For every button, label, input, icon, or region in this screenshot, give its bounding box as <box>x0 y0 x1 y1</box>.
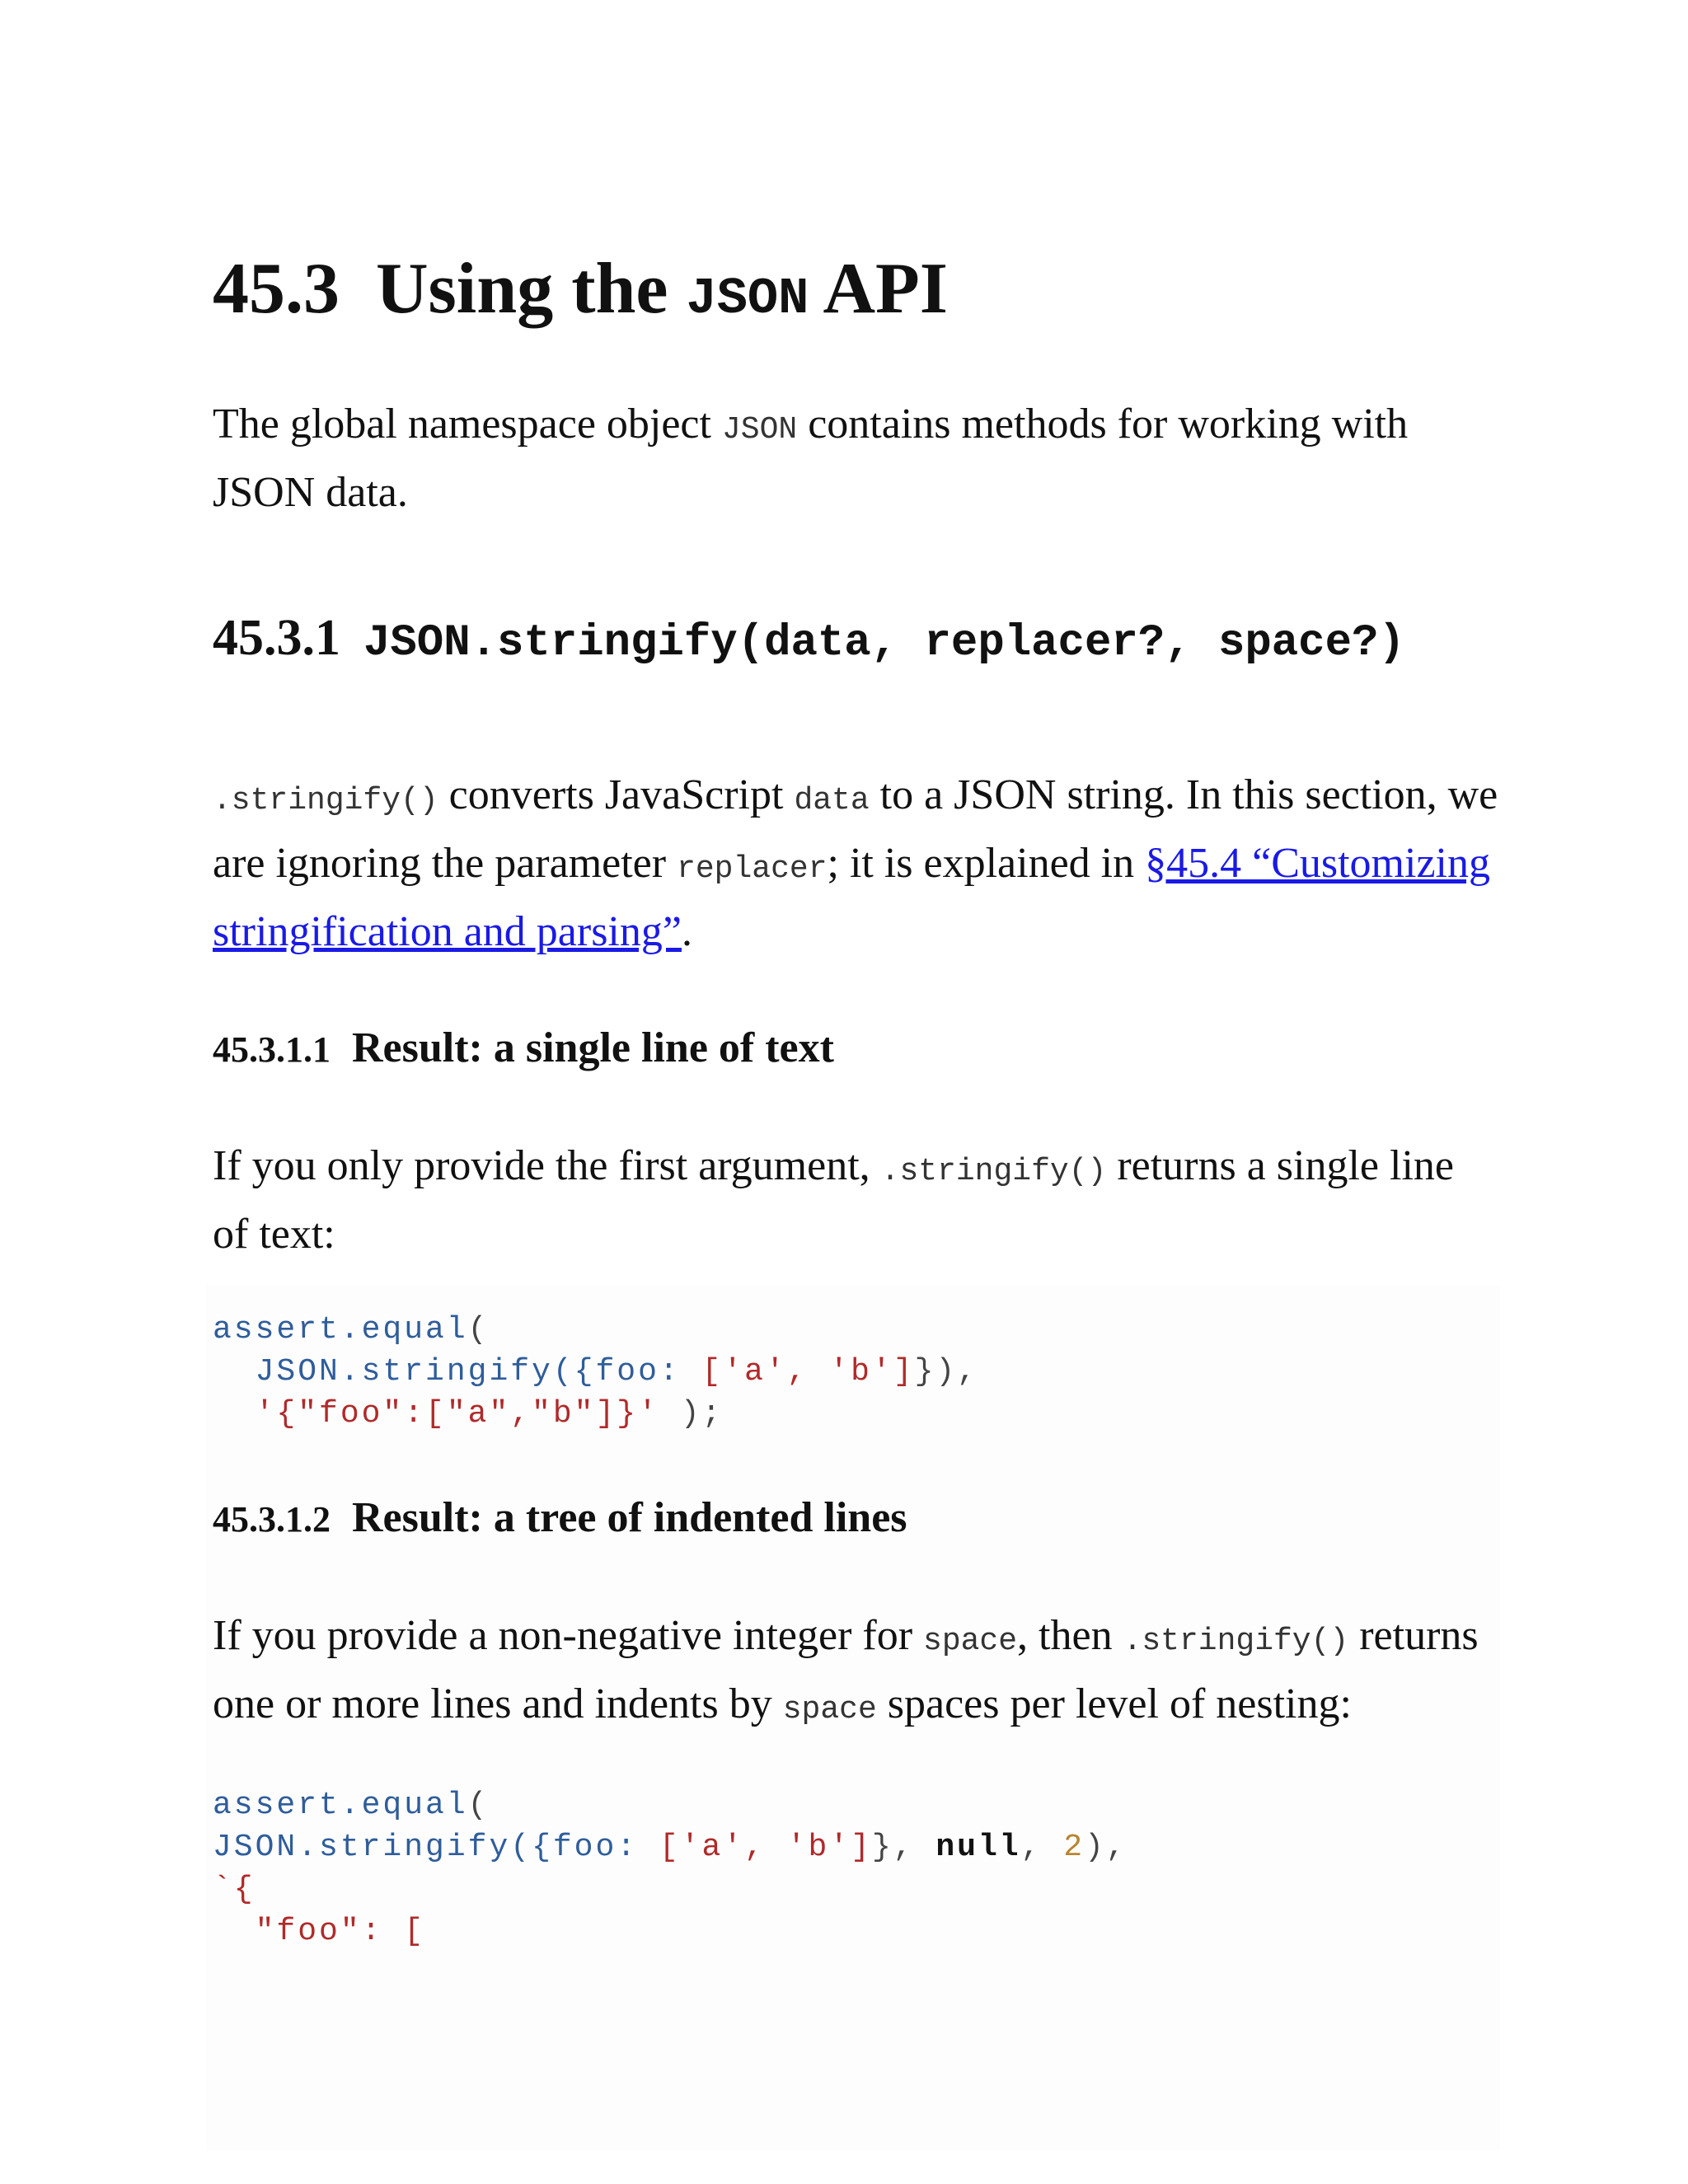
code-token: ( <box>467 1312 490 1348</box>
code-token: JSON.stringify <box>255 1354 553 1390</box>
subsubsection-heading-tree <box>213 1489 1498 1549</box>
code-token: }), <box>914 1354 978 1390</box>
code-token: ); <box>659 1396 724 1432</box>
inline-code: space <box>782 1692 877 1728</box>
single-line-paragraph <box>213 1135 1498 1266</box>
subsection-title-code: JSON.stringify(data, replacer?, space?) <box>363 618 1405 669</box>
subsection-heading <box>213 610 1498 678</box>
stringify-paragraph <box>213 764 1498 963</box>
inline-code: .stringify() <box>1123 1624 1349 1660</box>
code-token: ['a', 'b'] <box>701 1354 915 1390</box>
subsubsection-title: Result: a tree of indented lines <box>352 1494 907 1542</box>
paragraph-text: returns a single line of text: <box>213 1142 1454 1258</box>
paragraph-text: to a JSON string. In this section, we are ignoring the parameter <box>213 771 1498 888</box>
code-block-single <box>213 1309 1498 1435</box>
inline-code: replacer <box>677 851 828 888</box>
inline-code: .stringify() <box>213 783 438 819</box>
subsubsection-title: Result: a single line of text <box>352 1024 834 1072</box>
subsubsection-number: 45.3.1.2 <box>213 1499 331 1540</box>
inline-code: .stringify() <box>880 1154 1107 1190</box>
code-token: JSON.stringify <box>213 1830 511 1866</box>
intro-paragraph <box>213 393 1498 524</box>
paragraph-text: . <box>681 908 692 956</box>
code-token: 2 <box>1063 1830 1085 1866</box>
section-title-before: Using the <box>376 249 668 329</box>
paragraph-text: If you only provide the first argument, <box>213 1142 870 1190</box>
code-block-tree <box>213 1784 1498 1952</box>
code-token: }, <box>871 1830 936 1866</box>
code-token: '{"foo":["a","b"]}' <box>255 1396 659 1432</box>
paragraph-text: , then <box>1017 1612 1113 1660</box>
code-token: assert.equal <box>213 1312 468 1348</box>
paragraph-text: spaces per level of nesting: <box>887 1680 1352 1728</box>
code-token: ['a', 'b'] <box>659 1830 872 1866</box>
paragraph-text: If you provide a non-negative integer for <box>213 1612 913 1660</box>
code-token: null <box>935 1830 1021 1866</box>
code-token: ({foo: <box>552 1354 702 1390</box>
section-heading <box>213 247 1498 330</box>
section-title-code: JSON <box>686 269 809 328</box>
inline-code: data <box>794 783 870 819</box>
paragraph-text: converts JavaScript <box>448 771 784 819</box>
intro-text: The global namespace object <box>213 401 711 448</box>
subsection-number: 45.3.1 <box>213 610 340 667</box>
code-token: , <box>1020 1830 1064 1866</box>
code-token: "foo": [ <box>213 1914 426 1950</box>
tree-paragraph <box>213 1605 1498 1741</box>
code-token: ( <box>467 1788 490 1824</box>
intro-text: contains methods for working with JSON data. <box>213 401 1409 517</box>
subsubsection-number: 45.3.1.1 <box>213 1029 331 1071</box>
inline-code: JSON <box>721 412 798 448</box>
cross-reference-link[interactable]: §45.4 “Customizing stringification and parsing” <box>213 840 1490 956</box>
code-token: ), <box>1085 1830 1128 1866</box>
paragraph-text: returns one or more lines and indents by <box>213 1612 1479 1728</box>
code-token: `{ <box>213 1872 256 1908</box>
document-page <box>213 247 1498 1952</box>
section-number: 45.3 <box>213 249 340 329</box>
inline-code: space <box>923 1624 1018 1660</box>
section-title-after: API <box>823 249 949 329</box>
paragraph-text: ; it is explained in <box>827 840 1135 888</box>
code-token: assert.equal <box>213 1788 468 1824</box>
code-token: ({foo: <box>510 1830 659 1866</box>
subsubsection-heading-single <box>213 1019 1498 1079</box>
